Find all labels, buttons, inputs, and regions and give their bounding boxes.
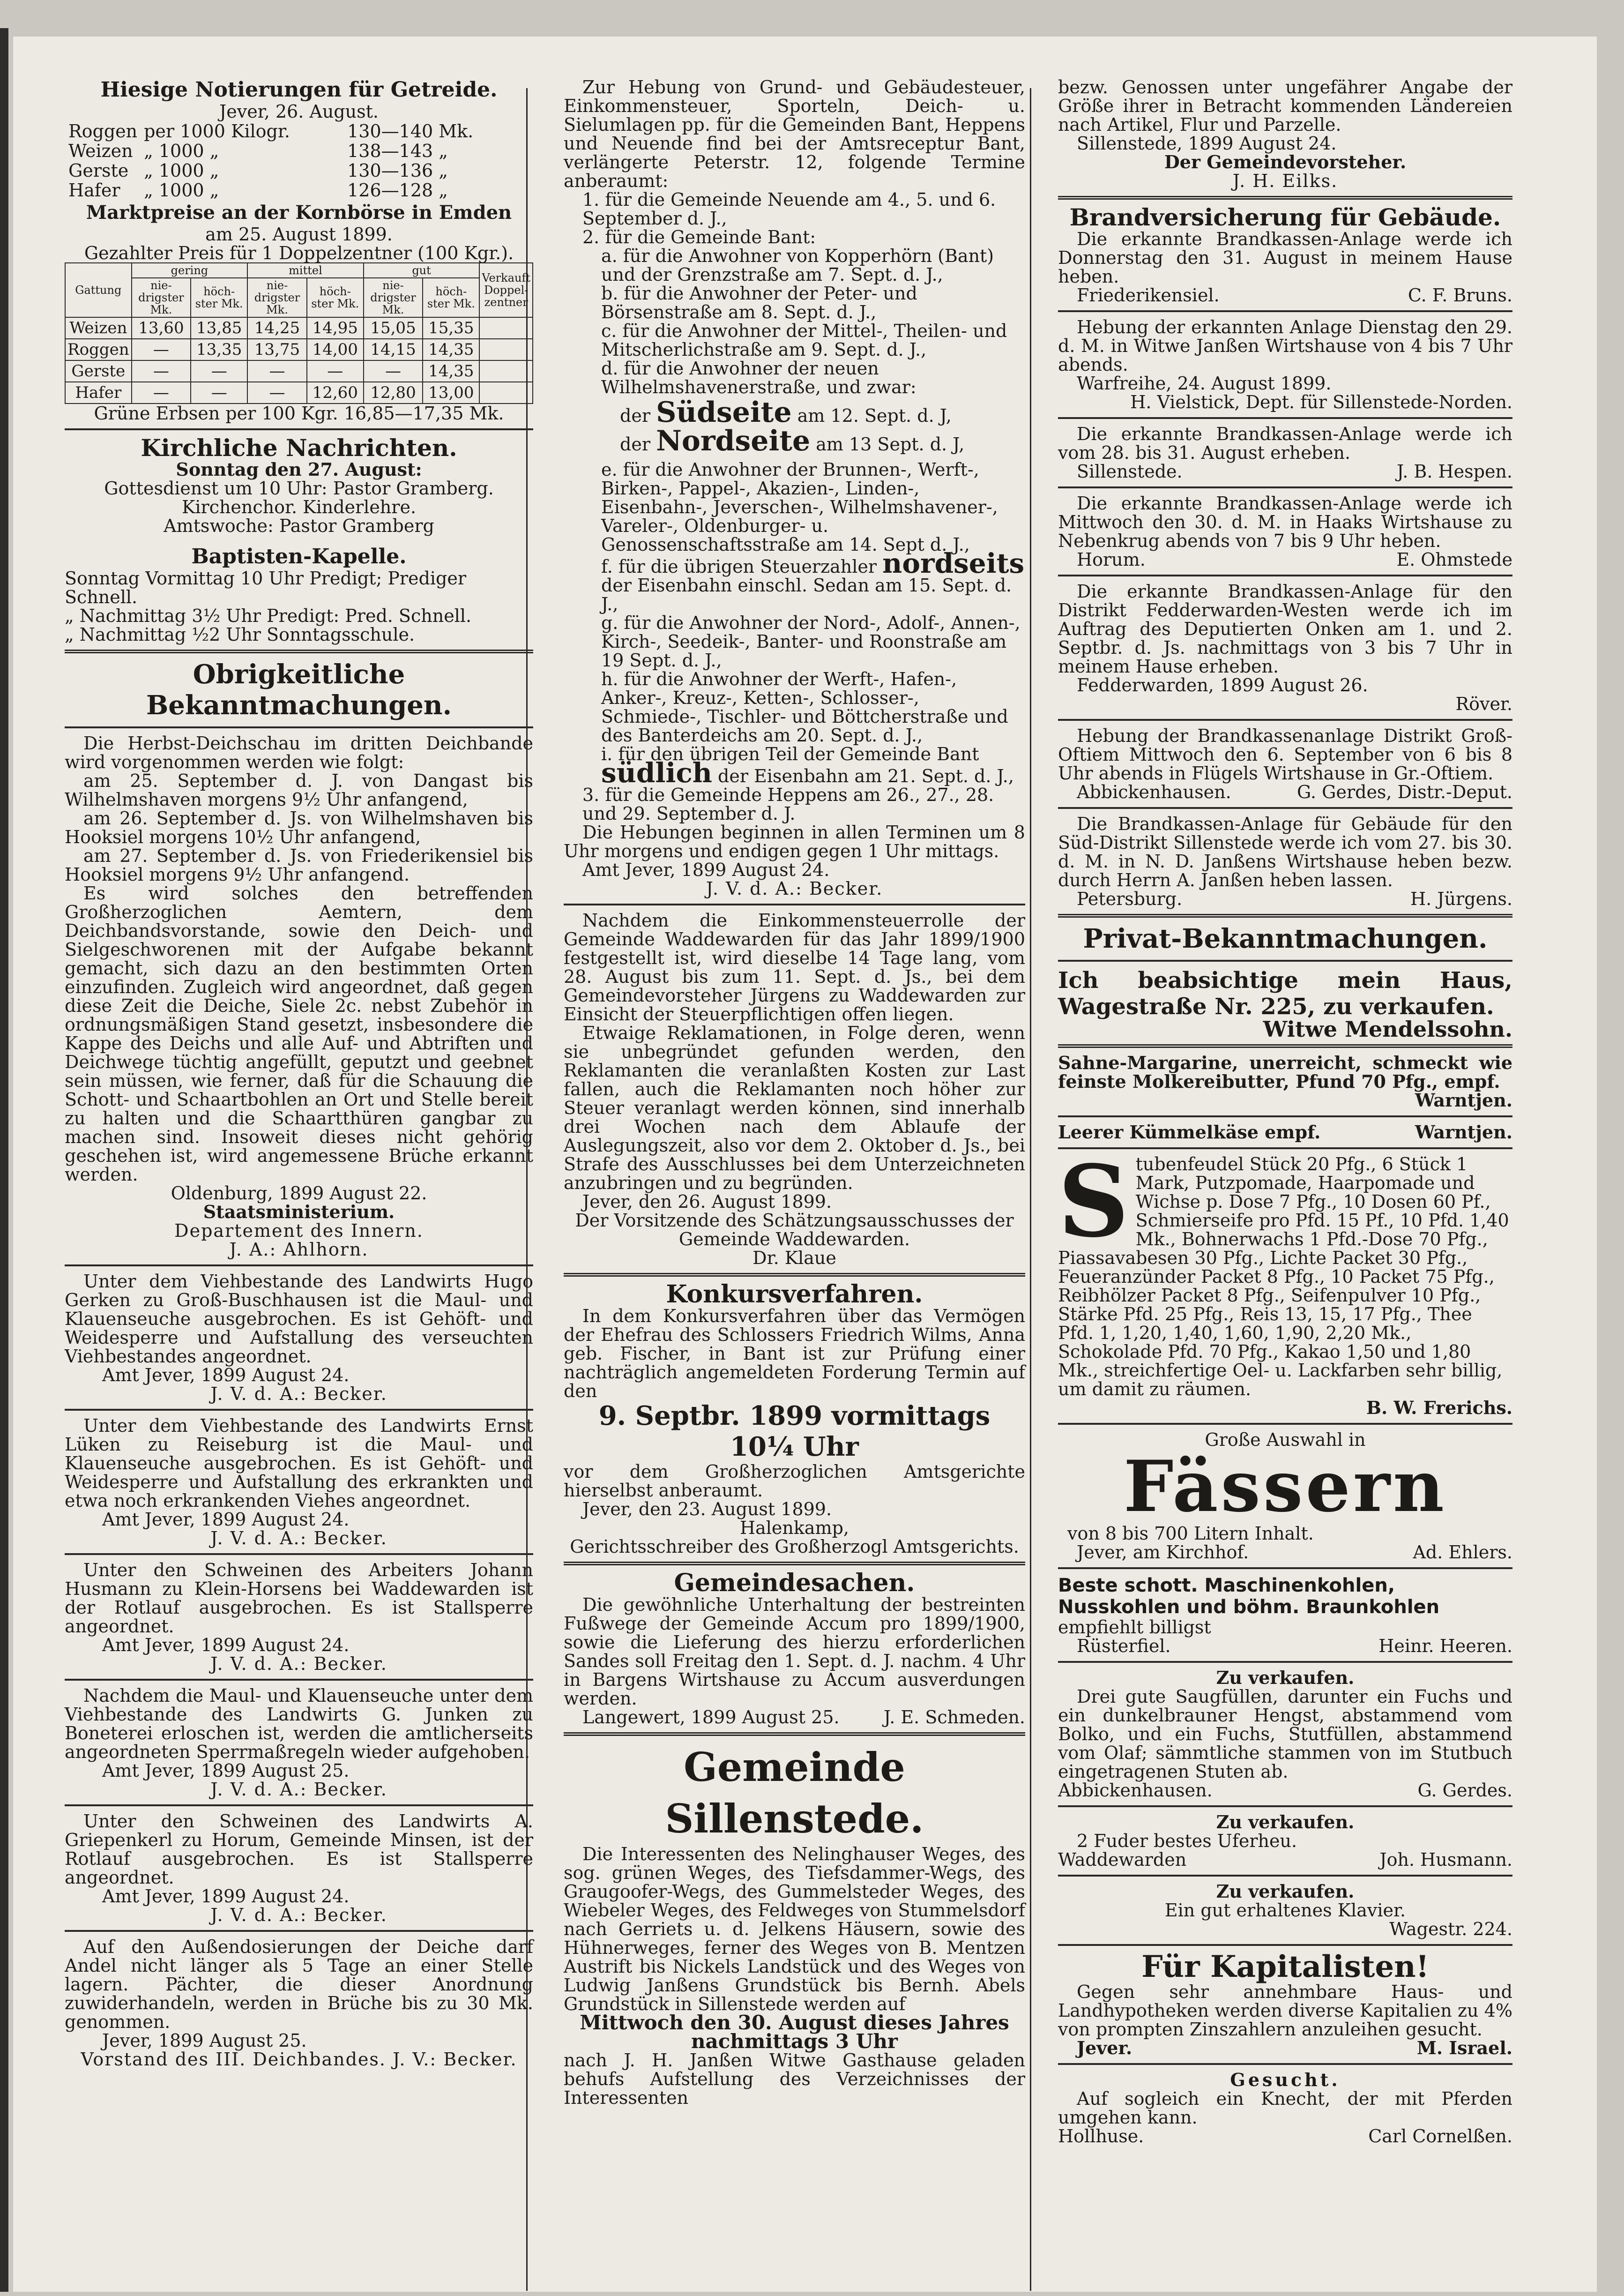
notice-text: Nachdem die Maul- und Klauenseuche unter dem Viehbestande des Landwirts G. Junken zu Boneterei erloschen ist, werden die amtlicherseits angeordneten Sperrmaßregeln wieder aufgehoben. <box>65 1685 533 1762</box>
list-item: g. für die Anwohner der Nord-, Adolf-, Annen-, Kirch-, Seedeik-, Banter- und Roonstraße am 19 Sept. d. J., <box>601 613 1021 671</box>
list-item: 3. für die Gemeinde Heppens am 26., 27., 28. und 29. September d. J. <box>582 785 994 824</box>
ad-text: empfiehlt billigst <box>1058 1617 1211 1638</box>
ad-signature: B. W. Frerichs. <box>1366 1397 1512 1418</box>
divider <box>1058 1423 1512 1425</box>
service-text: Kirchenchor. Kinderlehre. <box>181 497 417 517</box>
ad-signature: Joh. Husmann. <box>1379 1849 1512 1870</box>
ad-text: Leerer Kümmelkäse empf. <box>1058 1122 1321 1143</box>
sillenstede-title: Gemeinde Sillenstede. <box>665 1744 924 1842</box>
emden-note: Gezahlter Preis für 1 Doppelzentner (100 Kgr.). <box>84 243 514 263</box>
list-item: e. für die Anwohner der Brunnen-, Werft-, Birken-, Pappel-, Akazien-, Linden-, Eisenbahn-, Jeverschen-, Wilhelmshavener-, Vareler-, Oldenburger- u. Genossenschaftsstraße am 14. Sept d. J., <box>601 459 998 555</box>
service-text: „ Nachmittag 3½ Uhr Predigt: Pred. Schnell. <box>65 606 472 626</box>
ad-signature: Heinr. Heeren. <box>1378 1636 1512 1656</box>
notice-date: Amt Jever, 1899 August 24. <box>102 1886 350 1907</box>
notice-place: Warfreihe, 24. August 1899. <box>1077 373 1332 394</box>
ad-text: Gegen sehr annehmbare Haus- und Landhypotheken werden diverse Kapitalien zu 4% von prompten Zinszahlern anzuleihen gesucht. <box>1058 1982 1512 2040</box>
divider <box>1058 196 1512 200</box>
list-item: c. für die Anwohner der Mittel-, Theilen- und Mitscherlichstraße am 9. Sept. d. J., <box>601 321 1007 360</box>
notice-text: Die Hebungen beginnen in allen Terminen um 8 Uhr morgens und endigen gegen 1 Uhr mittags. <box>564 822 1025 861</box>
notice-signature: H. Vielstick, Dept. für Sillenstede-Norden. <box>1130 392 1512 412</box>
notice-text: am 26. September d. Js. von Wilhelmshaven bis Hooksiel morgens 10½ Uhr anfangend, <box>65 808 533 847</box>
ad-text: Ein gut erhaltenes Klavier. <box>1164 1900 1406 1921</box>
brandversicherung-title: Brandversicherung für Gebäude. <box>1069 203 1501 231</box>
service-text: „ Nachmittag ½2 Uhr Sonntagsschule. <box>65 624 415 645</box>
ad-signature: Carl Cornelßen. <box>1368 2126 1512 2146</box>
divider <box>1058 719 1512 721</box>
notice-signature: Vorstand des III. Deichbandes. J. V.: Becker. <box>81 2049 517 2070</box>
ad-title: Zu verkaufen. <box>1216 1811 1355 1832</box>
notice-text: Die Brandkassen-Anlage für Gebäude für den Süd-Distrikt Sillenstede werde ich vom 27. bis 30. d. M. in N. D. Janßens Wirtshause heben bezw. durch Herrn A. Janßen heben lassen. <box>1058 814 1512 890</box>
notice-signature: J. E. Schmeden. <box>883 1707 1025 1728</box>
notice-signature: Dr. Klaue <box>752 1248 836 1268</box>
ad-text: Sahne-Margarine, unerreicht, schmeckt wie feinste Molkereibutter, Pfund 70 Pfg., empf. <box>1058 1052 1512 1092</box>
list-item: 1. für die Gemeinde Neuende am 4., 5. und 6. September d. J., <box>582 189 996 229</box>
divider <box>65 428 533 430</box>
notice-place: Friederikensiel. <box>1077 285 1220 306</box>
notice-signature: J. V. d. A.: Becker. <box>210 1779 387 1800</box>
ad-signature: Ad. Ehlers. <box>1413 1542 1512 1563</box>
table-row: Weizen 13,60 13,85 14,25 14,95 15,05 15,35 <box>65 317 533 339</box>
list-item: h. für die Anwohner der Werft-, Hafen-, Anker-, Kreuz-, Ketten-, Schlosser-, Schmiede-, Tischler- und Böttcherstraße und des Banterdeichs am 20. Sept. d. J., <box>601 669 1008 746</box>
notice-date: Sillenstede, 1899 August 24. <box>1077 133 1337 154</box>
notice-date: Amt Jever, 1899 August 25. <box>102 1760 350 1781</box>
erbsen-price: Grüne Erbsen per 100 Kgr. 16,85—17,35 Mk. <box>94 403 504 424</box>
ad-text: tubenfeudel Stück 20 Pfg., 6 Stück 1 Mark, Putzpomade, Haarpomade und Wichse p. Dose 7 Pfg., 10 Dosen 60 Pf., Schmierseife pro Pfd. 15 Pf., 10 Pfd. 1,40 Mk., Bohnerwachs 1 Pfd.-Dose 70 Pfg., Piassavabesen 30 Pfg., Lichte Packet 30 Pfg., Feueranzünder Packet 8 Pfg., 10 Packet 75 Pfg., Reibhölzer Packet 8 Pfg., Seifenpulver 10 Pfg., Stärke Pfd. 25 Pfg., Reis 13, 15, 17 Pfg., Thee Pfd. 1, 1,20, 1,40, 1,60, 1,90, 2,20 Mk., Schokolade Pfd. 70 Pfg., Kakao 1,50 und 1,80 Mk., streichfertige Oel- u. Lackfarben sehr billig, um damit zu räumen. <box>1058 1154 1509 1399</box>
kirchliche-title: Kirchliche Nachrichten. <box>141 434 457 462</box>
table-row: Roggen — 13,35 13,75 14,00 14,15 14,35 <box>65 339 533 360</box>
column-2 <box>564 78 1025 2107</box>
list-item: der Südseite am 12. Sept. d. J, <box>620 396 952 429</box>
divider <box>65 1264 533 1266</box>
meeting-date-highlight: Mittwoch den 30. August dieses Jahres nachmittags 3 Uhr <box>580 2011 1009 2053</box>
notice-text: Unter den Schweinen des Arbeiters Johann Husmann zu Klein-Horsens bei Waddewarden ist der Rotlauf ausgebrochen. Es ist Stallsperre angeordnet. <box>65 1560 533 1637</box>
notice-text: am 25. September d. J. von Dangast bis Wilhelmshaven morgens 9½ Uhr anfangend, <box>65 770 533 810</box>
notice-date: Amt Jever, 1899 August 24. <box>102 1365 350 1385</box>
list-item: 2. für die Gemeinde Bant: <box>582 227 816 247</box>
table-row: Hafer „ 1000 „ 126—128 „ <box>68 180 448 201</box>
emden-price-table: Gattung gering mittel gut Verkauft Doppel-zentner nie-drigster Mk. höch-ster Mk. nie-drigster Mk. höch-ster Mk. nie-drigster Mk. höch-ster Mk. Weizen 13,60 13,85 14,25 14,95 15,05 15,35 Roggen — 13,35 13,75 14,00 14,15 14,35 Gerste — — — — — 14,35 Hafer — — — 12,60 12,80 13,00 <box>65 262 533 404</box>
service-text: Amtswoche: Pastor Gramberg <box>164 516 434 536</box>
notice-text: In dem Konkursverfahren über das Vermögen der Ehefrau des Schlossers Friedrich Wilms, Anna geb. Fischer, in Bant ist zur Prüfung einer nachträglich angemeldeten Forderung Termin auf den <box>564 1306 1025 1401</box>
service-text: Sonntag Vormittag 10 Uhr Predigt; Prediger Schnell. <box>65 568 467 607</box>
notice-signature: Der Vorsitzende des Schätzungsausschusses der Gemeinde Waddewarden. <box>575 1210 1014 1249</box>
emden-date: am 25. August 1899. <box>205 224 393 245</box>
ad-text: von 8 bis 700 Litern Inhalt. <box>1067 1523 1314 1544</box>
table-row: Roggen per 1000 Kilogr. 130—140 Mk. <box>68 121 474 142</box>
ad-text: Beste schott. Maschinenkohlen, Nusskohlen und böhm. Braunkohlen <box>1058 1575 1440 1618</box>
notice-place: Fedderwarden, 1899 August 26. <box>1077 675 1368 696</box>
notice-text: Die erkannte Brandkassen-Anlage werde ich Donnerstag den 31. August in meinem Hause heben. <box>1058 229 1512 287</box>
notice-signature: Departement des Innern. <box>174 1220 424 1241</box>
divider <box>564 1562 1025 1565</box>
notice-text: Die erkannte Brandkassen-Anlage werde ich vom 28. bis 31. August erheben. <box>1058 424 1512 463</box>
service-text: Gottesdienst um 10 Uhr: Pastor Gramberg. <box>104 478 494 499</box>
divider <box>65 1804 533 1806</box>
divider <box>65 1930 533 1932</box>
notice-signature: G. Gerdes, Distr.-Deput. <box>1296 782 1512 802</box>
grain-prices-title: Hiesige Notierungen für Getreide. <box>100 78 498 102</box>
faesser-headline: Fässern <box>1124 1445 1447 1528</box>
column-rule <box>1030 88 1031 2291</box>
notice-signature: J. A.: Ahlhorn. <box>229 1239 369 1260</box>
notice-place: Petersburg. <box>1077 889 1183 909</box>
notice-place: Abbickenhausen. <box>1077 782 1231 802</box>
ad-signature: Warntjen. <box>1415 1122 1512 1143</box>
newspaper-page <box>13 37 1597 2292</box>
dropcap: S <box>1058 1144 1129 1259</box>
ad-place: Hollhuse. <box>1058 2126 1144 2146</box>
divider <box>564 904 1025 905</box>
notice-text: Die erkannte Brandkassen-Anlage für den Distrikt Fedderwarden-Westen werde ich im Auftrag des Deputierten Onken am 1. und 2. Septbr. d. Js. nachmittags von 3 bis 7 Uhr in meinem Hause erheben. <box>1058 581 1512 677</box>
notice-signature: J. V. d. A.: Becker. <box>210 1384 387 1404</box>
divider <box>1058 1044 1512 1048</box>
divider <box>1058 1944 1512 1946</box>
divider <box>564 1732 1025 1736</box>
notice-text: nach J. H. Janßen Witwe Gasthause geladen behufs Aufstellung des Verzeichnisses der Interessenten <box>564 2050 1025 2108</box>
divider <box>65 726 533 728</box>
frerichs-ad <box>1058 1144 1512 1399</box>
notice-signature: J. H. Eilks. <box>1232 171 1338 191</box>
divider <box>65 1553 533 1555</box>
divider <box>1058 1805 1512 1807</box>
binding-edge <box>0 28 8 2292</box>
kapitalisten-headline: Für Kapitalisten! <box>1141 1949 1429 1984</box>
ad-text: 2 Fuder bestes Uferheu. <box>1077 1831 1297 1851</box>
obrigkeitliche-title: Obrigkeitliche Bekanntmachungen. <box>146 659 452 721</box>
divider <box>1058 575 1512 576</box>
notice-date: Jever, den 26. August 1899. <box>582 1191 832 1212</box>
gemeindesachen-title: Gemeindesachen. <box>674 1569 915 1597</box>
column-1 <box>65 78 533 2069</box>
divider <box>1058 1875 1512 1877</box>
ad-place: Jever. <box>1077 2037 1132 2058</box>
divider <box>564 1273 1025 1277</box>
notice-text: Auf den Außendosierungen der Deiche darf Andel nicht länger als 5 Tage an einer Stelle lagern. Pächter, die dieser Anordnung zuwiderhandeln, werden in Brüche bis zu 30 Mk. genommen. <box>65 1937 533 2032</box>
notice-text: Unter dem Viehbestande des Landwirts Hugo Gerken zu Groß-Buschhausen ist die Maul- und Klauenseuche ausgebrochen. Es ist Gehöft- und Weidesperre und Aufstallung des verseuchten Viehbestandes angeordnet. <box>65 1271 533 1367</box>
notice-signature: Staatsministerium. <box>203 1201 395 1222</box>
notice-signature: Der Gemeindevorsteher. <box>1164 151 1407 172</box>
notice-signature: Gerichtsschreiber des Großherzogl Amtsgerichts. <box>570 1536 1019 1557</box>
notice-text: Unter dem Viehbestande des Landwirts Ernst Lüken zu Reiseburg ist die Maul- und Klauenseuche ausgebrochen. Es ist Gehöft- und Weidesperre und Aufstallung des erkrankten und etwa noch erkrankenden Viehes angeordnet. <box>65 1415 533 1511</box>
divider <box>1058 807 1512 809</box>
table-row: Gerste — — — — — 14,35 <box>65 360 533 382</box>
notice-date: Amt Jever, 1899 August 24. <box>102 1509 350 1530</box>
notice-signature: Halenkamp, <box>739 1518 849 1538</box>
notice-text: Unter den Schweinen des Landwirts A. Griepenkerl zu Horum, Gemeinde Minsen, ist der Rotlauf ausgebrochen. Es ist Stallsperre angeordnet. <box>65 1811 533 1888</box>
notice-text: Hebung der Brandkassenanlage Distrikt Groß-Oftiem Mittwoch den 6. September von 6 bis 8 Uhr abends in Flügels Wirtshause in Gr.-Oftiem. <box>1058 725 1512 784</box>
notice-text: Es wird solches den betreffenden Großherzoglichen Aemtern, dem Deichbandsvorstande, sowie den Deich- und Sielgeschworenen mit der Aufgabe bekannt gemacht, sich dazu an den bestimmten Orten einzufinden. Zugleich wird angeordnet, daß gegen diese Zeit die Deiche, Siele 2c. nebst Zubehör in ordnungsmäßigen Stand gesetzt, insbesondere die Kappe des Deichs und alle Auf- und Abtriften und Deichwege tüchtig angefüllt, geputzt und geebnet sein müssen, wie ferner, daß für die Schauung die Schott- und Schaartbohlen an Ort und Stelle bereit zu halten und die Schaartthüren gangbar zu machen sind. Insoweit dieses nicht gehörig geschehen ist, wird angemessene Brüche erkannt werden. <box>65 883 533 1185</box>
ad-text: Große Auswahl in <box>1205 1429 1366 1450</box>
konkurs-title: Konkursverfahren. <box>666 1280 923 1309</box>
sunday-heading: Sonntag den 27. August: <box>176 459 422 480</box>
notice-signature: C. F. Bruns. <box>1408 285 1512 306</box>
notice-signature: J. V. d. A.: Becker. <box>706 878 883 899</box>
notice-text: bezw. Genossen unter ungefährer Angabe der Größe ihrer in Betracht kommenden Ländereien nach Artikel, Flur und Parzelle. <box>1058 77 1512 135</box>
konkurs-date-highlight: 9. Septbr. 1899 vormittags 10¼ Uhr <box>598 1400 991 1462</box>
divider <box>1058 310 1512 312</box>
list-item: b. für die Anwohner der Peter- und Börsenstraße am 8. Sept. d. J., <box>601 283 917 322</box>
ad-signature: M. Israel. <box>1416 2037 1512 2058</box>
divider <box>1058 417 1512 419</box>
ad-title: Gesucht. <box>1230 2069 1341 2090</box>
notice-text: Zur Hebung von Grund- und Gebäudesteuer, Einkommensteuer, Sporteln, Deich- u. Sielumlagen pp. für die Gemeinden Bant, Heppens und Neuende find bei der Amtsreceptur Bant, verlängerte Peterstr. 12, folgende Termine anberaumt: <box>564 77 1025 191</box>
notice-text: Die erkannte Brandkassen-Anlage werde ich Mittwoch den 30. d. M. in Haaks Wirtshause zu Nebenkrug abends von 7 bis 9 Uhr heben. <box>1058 493 1512 551</box>
grain-price-table <box>65 121 477 201</box>
ad-signature: G. Gerdes. <box>1417 1780 1512 1801</box>
column-3 <box>1058 78 1512 2146</box>
divider <box>65 650 533 653</box>
notice-date: Jever, 1899 August 25. <box>102 2030 307 2051</box>
table-row: Weizen „ 1000 „ 138—143 „ <box>68 141 448 161</box>
notice-text: Nachdem die Einkommensteuerrolle der Gemeinde Waddewarden für das Jahr 1899/1900 festgestellt ist, wird dieselbe 14 Tage lang, vom 28. August bis zum 11. Sept. d. Js., bei dem Gemeindevorsteher Jürgens zu Waddewarden zur Einsicht der Steuerpflichtigen offen liegen. <box>564 910 1025 1025</box>
list-item: i. für den übrigen Teil der Gemeinde Bant südlich der Eisenbahn am 21. Sept. d. J., <box>601 744 1014 789</box>
notice-signature: J. B. Hespen. <box>1396 461 1512 482</box>
ad-signature: Warntjen. <box>1415 1090 1512 1111</box>
divider <box>1058 914 1512 918</box>
divider <box>1058 1115 1512 1117</box>
notice-signature: Röver. <box>1455 694 1512 714</box>
ad-place: Abbickenhausen. <box>1058 1780 1213 1801</box>
divider <box>1058 486 1512 488</box>
notice-text: Die gewöhnliche Unterhaltung der bestreinten Fußwege der Gemeinde Accum pro 1899/1900, sowie die Lieferung des hierzu erforderlichen Sandes soll Freitag den 1. Sept. d. J. nachm. 4 Uhr in Bargens Wirtshause zu Accum ausverdungen werden. <box>564 1594 1025 1709</box>
list-item: d. für die Anwohner der neuen Wilhelmshavenerstraße, und zwar: <box>601 358 916 397</box>
notice-date: Oldenburg, 1899 August 22. <box>171 1183 427 1204</box>
ad-place: Wagestr. 224. <box>1389 1919 1512 1939</box>
ad-place: Jever, am Kirchhof. <box>1077 1542 1249 1563</box>
list-item: f. für die übrigen Steuerzahler nordseits der Eisenbahn einschl. Sedan am 15. Sept. d. J., <box>601 547 1025 614</box>
notice-signature: E. Ohmstede <box>1396 549 1512 570</box>
notice-date: Amt Jever, 1899 August 24. <box>582 860 830 880</box>
list-item: a. für die Anwohner von Kopperhörn (Bant) und der Grenzstraße am 7. Sept. d. J., <box>601 246 994 285</box>
notice-signature: J. V. d. A.: Becker. <box>210 1528 387 1548</box>
notice-text: Etwaige Reklamationen, in Folge deren, wenn sie unbegründet gefunden werden, den Reklamanten die veranlaßten Kosten zur Last fallen, auch die Reklamanten noch höher zur Steuer veranlagt werden können, sind innerhalb drei Wochen nach dem Ablaufe der Auslegungszeit, also vor dem 2. Oktober d. Js., bei Strafe des Ausschlusses bei dem Unterzeichneten anzubringen und zu begründen. <box>564 1023 1025 1193</box>
notice-text: Die Interessenten des Nelinghauser Weges, des sog. grünen Weges, des Tiefsdammer-Wegs, des Graugoofer-Wegs, des Gummelsteder Weges, des Wiebeler Weges, des Feldweges von Stummelsdorf nach Gerriets u. d. Jelkens Häusern, sowie des Hühnerweges, ferner des Weges von B. Mentzen Austrift bis Nickels Landstück und des Weges von Ludwig Janßens Grundstück bis Bernh. Abels Grundstück in Sillenstede werden auf <box>564 1844 1025 2014</box>
notice-signature: J. V. d. A.: Becker. <box>210 1653 387 1674</box>
ad-text: Drei gute Saugfüllen, darunter ein Fuchs und ein dunkelbrauner Hengst, abstammend vom Bolko, und ein Fuchs, Stutfüllen, abstammend vom Olaf; sämmtliche stammen von im Stutbuch eingetragenen Stuten ab. <box>1058 1686 1512 1782</box>
notice-place: Horum. <box>1077 549 1146 570</box>
ad-text: Ich beabsichtige mein Haus, Wagestraße Nr. 225, zu verkaufen. <box>1058 967 1512 1020</box>
notice-text: vor dem Großherzoglichen Amtsgerichte hierselbst anberaumt. <box>564 1461 1025 1501</box>
divider <box>65 1409 533 1411</box>
notice-place: Sillenstede. <box>1077 461 1183 482</box>
ad-signature: Witwe Mendelssohn. <box>1263 1017 1512 1042</box>
list-item: der Nordseite am 13 Sept. d. J, <box>620 425 965 457</box>
privat-title: Privat-Bekanntmachungen. <box>1083 923 1488 954</box>
ad-text: Auf sogleich ein Knecht, der mit Pferden umgehen kann. <box>1058 2088 1512 2128</box>
notice-text: Die Herbst-Deichschau im dritten Deichbande wird vorgenommen werden wie folgt: <box>65 733 533 772</box>
emden-title: Marktpreise an der Kornbörse in Emden <box>86 202 512 224</box>
table-row: Gerste „ 1000 „ 130—136 „ <box>68 160 448 181</box>
divider <box>1058 1567 1512 1569</box>
divider <box>1058 960 1512 962</box>
notice-date: Jever, den 23. August 1899. <box>582 1499 832 1519</box>
grain-date: Jever, 26. August. <box>219 101 379 122</box>
table-row: Hafer — — — 12,60 12,80 13,00 <box>65 382 533 404</box>
notice-text: am 27. September d. Js. von Friederikensiel bis Hooksiel morgens 9½ Uhr anfangend. <box>65 845 533 885</box>
notice-text: Hebung der erkannten Anlage Dienstag den 29. d. M. in Witwe Janßen Wirtshause von 4 bis 7 Uhr abends. <box>1058 317 1512 375</box>
notice-date: Langewert, 1899 August 25. <box>582 1707 840 1728</box>
notice-signature: J. V. d. A.: Becker. <box>210 1905 387 1925</box>
ad-title: Zu verkaufen. <box>1216 1881 1355 1902</box>
notice-signature: H. Jürgens. <box>1410 889 1512 909</box>
divider <box>65 1679 533 1681</box>
notice-date: Amt Jever, 1899 August 24. <box>102 1635 350 1655</box>
divider <box>1058 1661 1512 1663</box>
divider <box>1058 2063 1512 2065</box>
ad-title: Zu verkaufen. <box>1216 1667 1355 1688</box>
ad-place: Waddewarden <box>1058 1849 1187 1870</box>
baptisten-title: Baptisten-Kapelle. <box>191 545 407 568</box>
ad-place: Rüsterfiel. <box>1077 1636 1171 1656</box>
